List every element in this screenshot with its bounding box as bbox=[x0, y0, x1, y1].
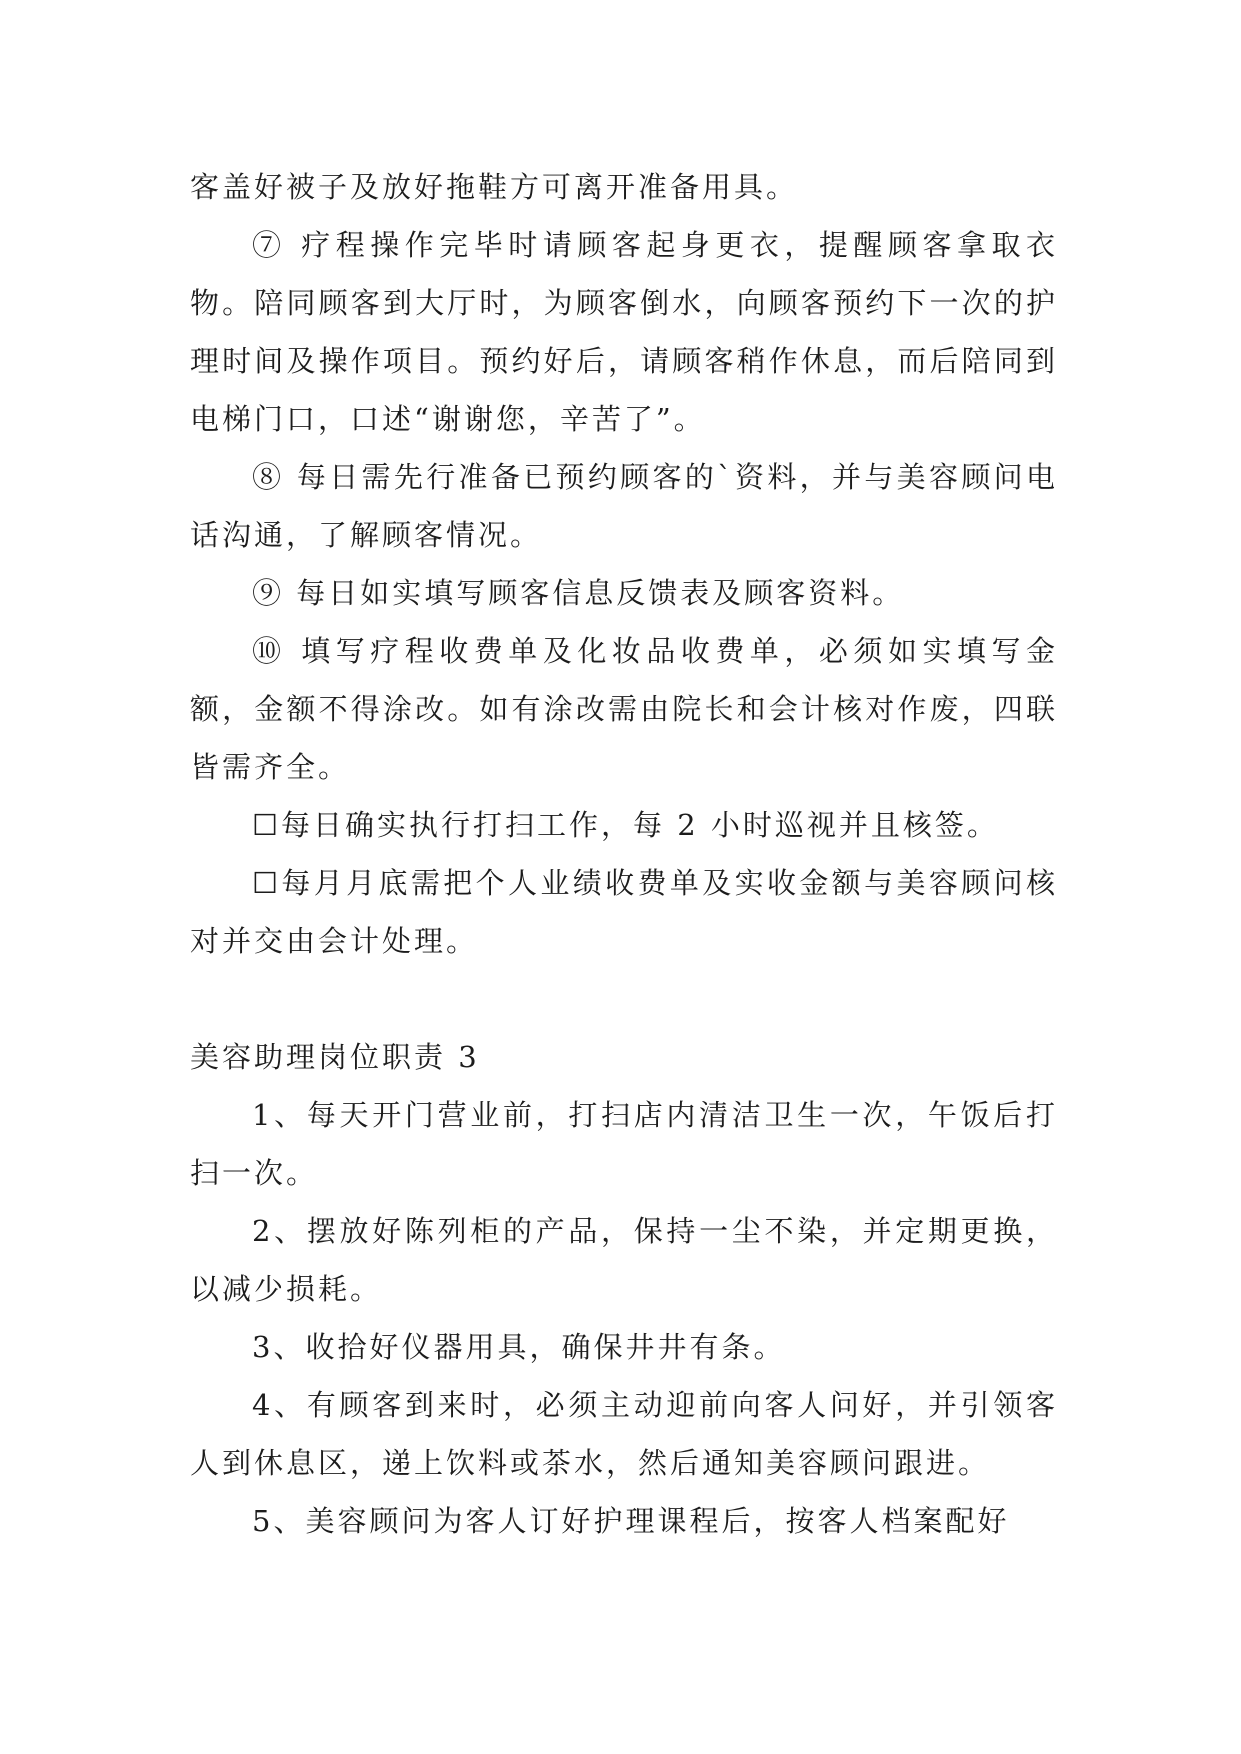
section-item-4: 4、有顾客到来时，必须主动迎前向客人问好，并引领客人到休息区，递上饮料或茶水，然后通知美容顾问跟进。 bbox=[190, 1388, 1058, 1480]
paragraph-item-10: ⑩ 填写疗程收费单及化妆品收费单，必须如实填写金额，金额不得涂改。如有涂改需由院长和会计核对作废，四联皆需齐全。 bbox=[190, 634, 1058, 784]
paragraph-item-8: ⑧ 每日需先行准备已预约顾客的`资料，并与美容顾问电话沟通，了解顾客情况。 bbox=[190, 460, 1058, 552]
paragraph-item-9: ⑨ 每日如实填写顾客信息反馈表及顾客资料。 bbox=[252, 576, 905, 610]
paragraph-checkbox-item-2: ☐每月月底需把个人业绩收费单及实收金额与美容顾问核对并交由会计处理。 bbox=[190, 866, 1058, 958]
paragraph-checkbox-item-1: ☐每日确实执行打扫工作，每 2 小时巡视并且核签。 bbox=[252, 808, 999, 842]
section-item-3: 3、收拾好仪器用具，确保井井有条。 bbox=[252, 1330, 786, 1364]
document-body bbox=[190, 158, 1058, 1550]
section-item-1: 1、每天开门营业前，打扫店内清洁卫生一次，午饭后打扫一次。 bbox=[190, 1098, 1058, 1190]
paragraph-item-7: ⑦ 疗程操作完毕时请顾客起身更衣，提醒顾客拿取衣物。陪同顾客到大厅时，为顾客倒水，向顾客预约下一次的护理时间及操作项目。预约好后，请顾客稍作休息，而后陪同到电梯门口，口述“谢谢您，辛苦了”。 bbox=[190, 228, 1058, 436]
paragraph-continuation: 客盖好被子及放好拖鞋方可离开准备用具。 bbox=[190, 170, 799, 204]
section-item-5: 5、美容顾问为客人订好护理课程后，按客人档案配好 bbox=[252, 1504, 1010, 1538]
section-item-2: 2、摆放好陈列柜的产品，保持一尘不染，并定期更换，以减少损耗。 bbox=[190, 1214, 1058, 1306]
section-heading: 美容助理岗位职责 3 bbox=[190, 1040, 480, 1074]
